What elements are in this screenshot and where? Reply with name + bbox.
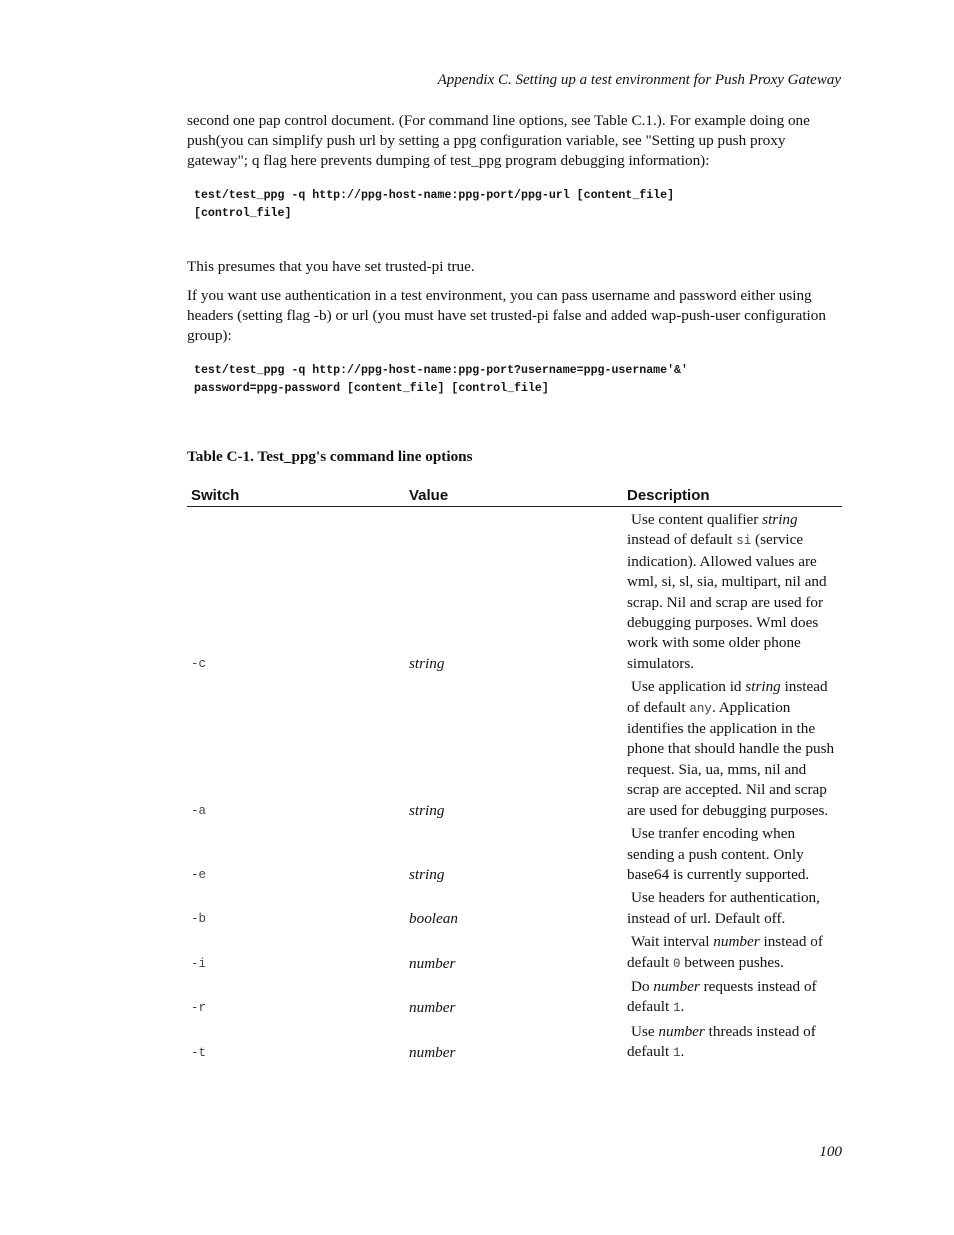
auth-line: group): — [187, 327, 232, 344]
description-cell: Use application id string instead of default any. Application identifies the application in the phone that should handle the push request. Sia, ua, mms, nil and scrap are accepted. Nil and scrap are used for debugging purposes. — [627, 678, 835, 819]
column-header-value: Value — [409, 487, 449, 504]
code-example-push — [194, 187, 844, 223]
running-header: Appendix C. Setting up a test environment for Push Proxy Gateway — [437, 72, 841, 88]
value-cell: string — [409, 801, 445, 819]
value-cell: boolean — [409, 909, 458, 927]
intro-line: second one pap control document. (For command line options, see Table C.1.). For example doing one — [187, 112, 810, 129]
value-cell: string — [409, 654, 445, 672]
value-cell: number — [409, 954, 456, 972]
switch-cell: -a — [191, 803, 207, 818]
code-example-auth — [194, 362, 844, 398]
table-row — [187, 677, 842, 821]
code-line: password=ppg-password [content_file] [control_file] — [194, 382, 549, 395]
description-cell: Use tranfer encoding when sending a push content. Only base64 is currently supported. — [627, 825, 810, 883]
auth-paragraph — [187, 286, 843, 346]
presumes-paragraph: This presumes that you have set trusted-pi true. — [187, 258, 475, 275]
intro-paragraph — [187, 111, 843, 171]
switch-cell: -b — [191, 911, 207, 926]
options-table — [187, 484, 842, 1064]
table-title: Table C-1. Test_ppg's command line options — [187, 448, 473, 465]
code-line: [control_file] — [194, 207, 292, 220]
switch-cell: -t — [191, 1046, 207, 1061]
description-cell: Use content qualifier string instead of default si (service indication). Allowed values are wml, si, sl, sia, multipart, nil and scrap. Nil and scrap are used for debugging purposes. Wml does work with some older phone simulators. — [627, 511, 827, 672]
switch-cell: -r — [191, 1001, 207, 1016]
column-header-description: Description — [627, 487, 710, 504]
intro-line: push(you can simplify push url by setting a ppg configuration variable, see "Setting up push proxy — [187, 132, 786, 149]
value-cell: number — [409, 1044, 456, 1062]
table-row — [187, 1022, 842, 1064]
auth-line: If you want use authentication in a test environment, you can pass username and password either using — [187, 287, 812, 304]
code-line: test/test_ppg -q http://ppg-host-name:ppg-port?username=ppg-username'&' — [194, 364, 688, 377]
description-cell: Use number threads instead of default 1. — [627, 1022, 816, 1061]
intro-line: gateway"; q flag here prevents dumping of test_ppg program debugging information): — [187, 152, 710, 169]
auth-line: headers (setting flag -b) or url (you must have set trusted-pi false and added wap-push-user configuration — [187, 307, 826, 324]
description-cell: Do number requests instead of default 1. — [627, 977, 817, 1016]
table-row — [187, 932, 842, 974]
description-cell: Wait interval number instead of default 0 between pushes. — [627, 933, 823, 971]
switch-cell: -e — [191, 867, 207, 882]
value-cell: string — [409, 865, 445, 883]
column-header-switch: Switch — [191, 487, 240, 504]
table-row — [187, 888, 842, 929]
value-cell: number — [409, 999, 456, 1017]
table-row — [187, 824, 842, 885]
switch-cell: -i — [191, 956, 207, 971]
page-number: 100 — [819, 1143, 842, 1160]
switch-cell: -c — [191, 656, 207, 671]
table-row — [187, 510, 842, 674]
code-line: test/test_ppg -q http://ppg-host-name:ppg-port/ppg-url [content_file] — [194, 189, 675, 202]
table-header-row — [187, 484, 842, 507]
description-cell: Use headers for authentication, instead of url. Default off. — [627, 889, 820, 927]
table-row — [187, 977, 842, 1019]
